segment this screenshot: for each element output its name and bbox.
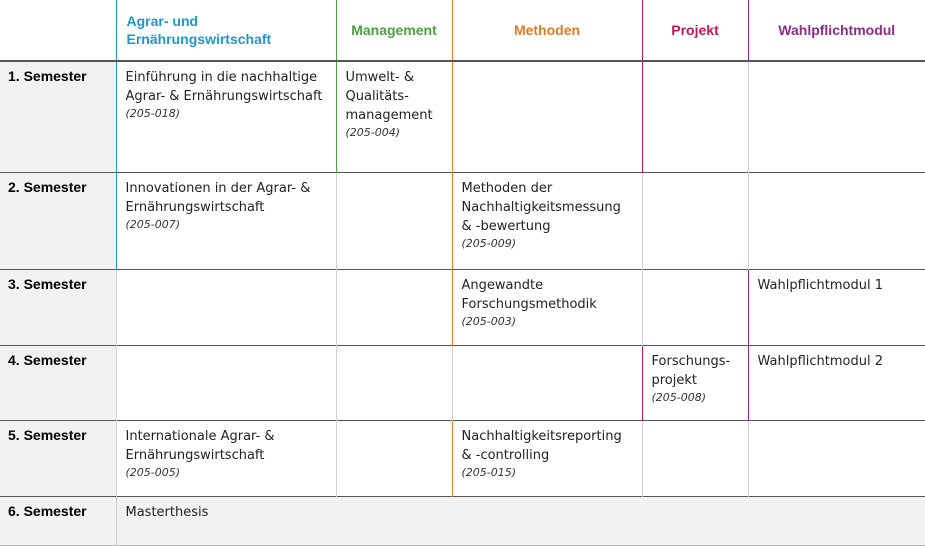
header-agrar [116,0,336,61]
empty-cell [748,172,925,269]
semester-row-3 [0,269,925,345]
empty-cell [336,269,452,345]
module-title: Angewandte Forschungsmethodik [461,277,597,312]
module-code: (205-008) [651,390,707,404]
module-code: (205-015) [461,465,517,479]
semester-row-2 [0,172,925,269]
empty-cell [748,420,925,496]
header-agrar-line2: Ernährungswirtschaft [126,31,272,47]
semester-label: 1. Semester [0,61,116,172]
empty-cell [642,420,748,496]
module-title: Nachhaltigkeitsreporting & -controlling [461,428,622,463]
semester-label: 6. Semester [0,496,116,545]
semester-row-6 [0,496,925,545]
module-title: Wahlpflichtmodul 1 [757,277,883,293]
module-code: (205-018) [125,107,181,120]
module-cell [116,172,336,269]
module-cell [748,269,925,345]
header-corner [0,0,116,61]
empty-cell [336,420,452,496]
empty-cell [642,61,748,172]
module-cell [336,61,452,172]
empty-cell [452,345,642,420]
semester-label: 2. Semester [0,172,116,269]
module-cell [116,61,336,172]
empty-cell [116,345,336,420]
semester-row-4 [0,345,925,420]
module-code: (205-003) [461,314,517,328]
module-title: Internationale Agrar- & Ernährungswirtschaft [125,428,275,463]
empty-cell [748,61,925,172]
module-cell [452,420,642,496]
module-title: Masterthesis [125,504,209,520]
module-title: Wahlpflichtmodul 2 [757,353,883,369]
header-projekt: Projekt [642,0,748,61]
header-methoden: Methoden [452,0,642,61]
module-cell [642,345,748,420]
module-code: (205-005) [125,465,181,479]
module-title: Innovationen in der Agrar- & Ernährungswirtschaft [125,180,311,215]
module-code: (205-009) [461,236,517,250]
module-code: (205-007) [125,217,181,231]
header-wahlpflicht: Wahlpflichtmodul [748,0,925,61]
empty-cell [642,172,748,269]
header-agrar-line1: Agrar- und [126,13,199,29]
module-cell-full [116,496,925,545]
empty-cell [452,61,642,172]
module-cell [452,172,642,269]
module-code: (205-004) [345,126,401,139]
module-title: Methoden der Nachhaltigkeitsmessung & -bewertung [461,180,621,234]
header-management: Management [336,0,452,61]
module-cell [452,269,642,345]
semester-label: 5. Semester [0,420,116,496]
empty-cell [642,269,748,345]
header-row [0,0,925,61]
module-title: Umwelt- & Qualitäts-management [345,70,433,123]
module-title: Einführung in die nachhaltige Agrar- & Ernährungswirtschaft [125,70,323,104]
empty-cell [336,172,452,269]
module-title: Forschungs-projekt [651,353,731,388]
semester-row-5 [0,420,925,496]
module-cell [116,420,336,496]
semester-row-1 [0,61,925,172]
module-cell [748,345,925,420]
semester-label: 4. Semester [0,345,116,420]
empty-cell [116,269,336,345]
semester-label: 3. Semester [0,269,116,345]
empty-cell [336,345,452,420]
